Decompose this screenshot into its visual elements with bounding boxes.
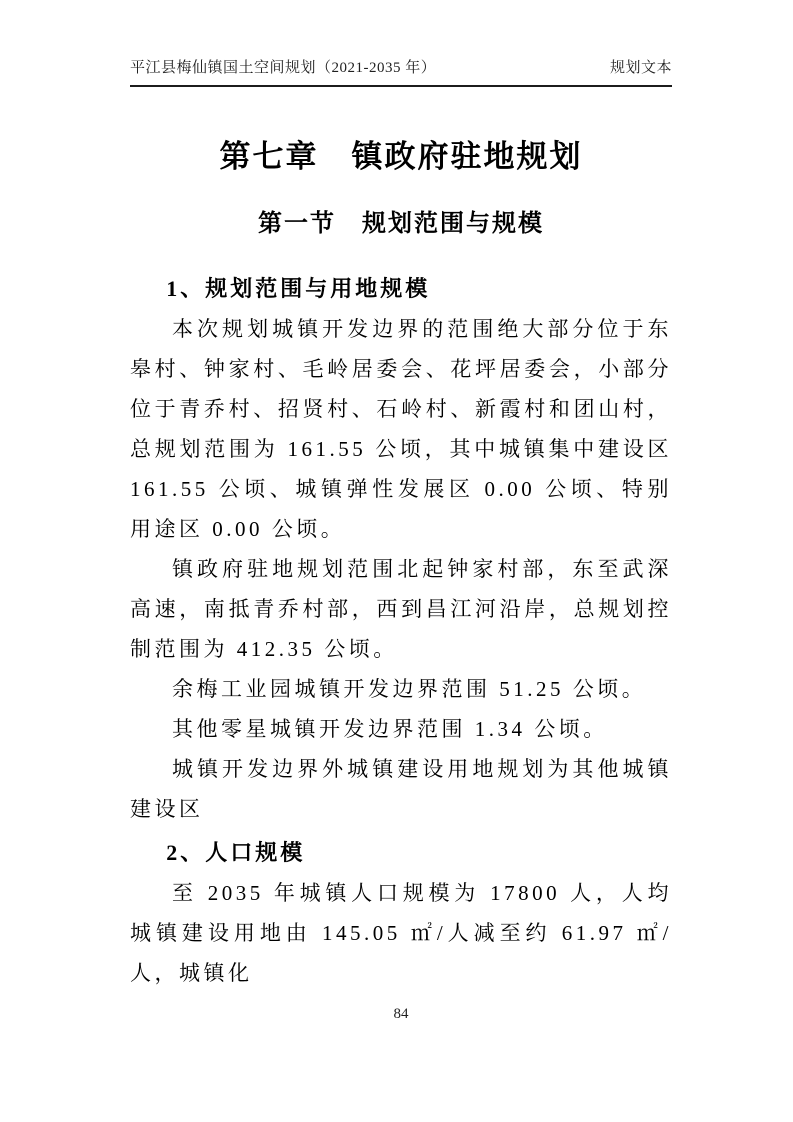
subsection-heading-population: 2、人口规模 <box>166 840 306 865</box>
paragraph-yumei-industrial-park: 余梅工业园城镇开发边界范围 51.25 公顷。 <box>172 677 647 701</box>
paragraph-government-seat-scope: 镇政府驻地规划范围北起钟家村部，东至武深高速，南抵青乔村部，西到昌江河沿岸，总规划控制范围为 412.35 公顷。 <box>130 557 672 661</box>
page-header <box>130 0 672 87</box>
page-number: 84 <box>393 1006 409 1022</box>
page-footer <box>130 1004 672 1024</box>
subsection-heading-planning-scope: 1、规划范围与用地规模 <box>166 276 431 301</box>
section-title: 第一节 规划范围与规模 <box>258 210 544 237</box>
chapter-title: 第七章 镇政府驻地规划 <box>219 139 583 174</box>
paragraph-scattered-boundary: 其他零星城镇开发边界范围 1.34 公顷。 <box>172 717 608 741</box>
paragraph-development-boundary: 本次规划城镇开发边界的范围绝大部分位于东皋村、钟家村、毛岭居委会、花坪居委会，小部分位于青乔村、招贤村、石岭村、新霞村和团山村，总规划范围为 161.55 公顷，其中城镇集中建设区 161.55 公顷、城镇弹性发展区 0.00 公顷、特别用途区 0.00 公顷。 <box>130 317 672 541</box>
paragraph-outside-boundary: 城镇开发边界外城镇建设用地规划为其他城镇建设区 <box>130 757 672 821</box>
paragraph-population-scale: 至 2035 年城镇人口规模为 17800 人，人均城镇建设用地由 145.05 ㎡/人减至约 61.97 ㎡/人，城镇化 <box>130 881 672 985</box>
header-right-text: 规划文本 <box>609 60 672 76</box>
header-left-text: 平江县梅仙镇国土空间规划（2021-2035 年） <box>130 60 437 76</box>
